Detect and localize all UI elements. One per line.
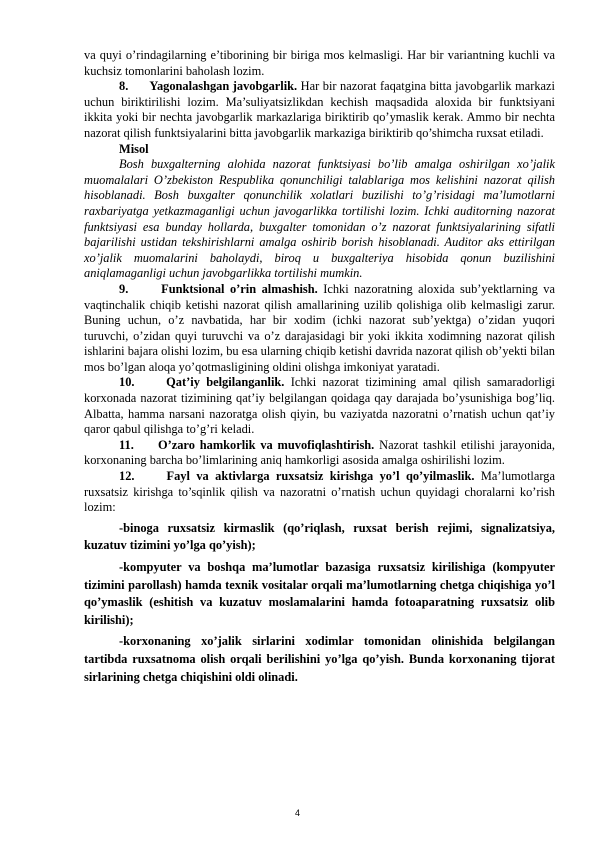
section-10 [84, 375, 555, 437]
section-10-title: Qat’iy belgilanganlik. [166, 375, 285, 390]
intro-paragraph: va quyi o’rindagilarning e’tiborining bir biriga mos kelmasligi. Har bir variantning kuchli va kuchsiz tomonlarini baholash lozim. [84, 48, 555, 78]
section-10-text: Ichki nazorat tizimining amal qilish samaradorligi korxonada nazorat tizimining qat’iy belgilangan qoidaga qay darajada bo’ysunishiga bog’liq. Albatta, hamma narsani nazoratga olish qiyin, bu vaziyatda nazoratni o’rnatish uchun qat’iy qaror qabul qilishga to’g’ri keladi. [84, 375, 555, 437]
section-9 [84, 282, 555, 376]
section-8-number: 8. [119, 79, 129, 94]
section-12-number: 12. [119, 469, 135, 484]
bullet-item: -binoga ruxsatsiz kirmaslik (qo’riqlash, ruxsat berish rejimi, signalizatsiya, kuzatuv tizimini yo’lga qo’yish); [84, 520, 555, 553]
bullet-item: -korxonaning xo’jalik sirlarini xodimlar tomonidan olinishida belgilangan tartibda ruxsatnoma olish orqali berilishini yo’lga qo’yish. Bunda korxonaning tijorat sirlarining chetga chiqishini oldi olinadi. [84, 634, 555, 684]
example-heading: Misol [119, 141, 149, 156]
section-11 [84, 438, 555, 469]
page-number: 4 [294, 808, 300, 818]
document-page [84, 48, 555, 686]
section-9-title: Funktsional o’rin almashish. [161, 281, 318, 296]
example-text: Bosh buxgalterning alohida nazorat funktsiyasi bo’lib amalga oshirilgan xo’jalik muomalalari O’zbekiston Respublika qonunchiligi talablariga mos kelishini nazorat qilish hisoblanadi. Bosh buxgalter qonunchilik xolatlari buzilishi to’g’risidagi ma’lumotlarni raxbariyatga yetkazmaganligi uchun javogarlikka tortilishi lozim. Ichki auditorning nazorat funktsiyasi esa bunday hollarda, buxgalter tomonidan o’z nazorat funktsiyalarining sifatli bajarilishi ustidan tekshirishlarni amalga oshirib borish hisoblanadi. Auditor aks ettirilgan xo’jalik muomalarini baholaydi, biroq u buxgalteriya hisobida qonun buzilishini aniqlamaganligi uchun javobgarlikka tortilishi mumkin. [84, 157, 555, 281]
section-10-number: 10. [119, 375, 135, 390]
section-12 [84, 469, 555, 516]
section-9-number: 9. [119, 281, 129, 296]
section-11-title: O’zaro hamkorlik va muvofiqlashtirish. [157, 437, 375, 452]
section-11-text: Nazorat tashkil etilishi jarayonida, korxonaning barcha bo’limlarining aniq hamkorligi asosida amalga oshirilishi lozim. [84, 437, 555, 468]
section-11-number: 11. [119, 437, 134, 452]
section-8-text: Har bir nazorat faqatgina bitta javobgarlik markazi uchun biriktirilishi lozim. Ma’suliyatsizlikdan kechish maqsadida aloxida bir funktsiyani ikkita yoki bir nechta javobgarlik markazlariga biriktirib qo’ymaslik kerak. Ammo bir nechta nazorat qilish funktsiyalarini bitta javobgarlik markaziga biriktirib qo’shimcha ruxsat etiladi. [84, 79, 555, 140]
section-9-text: Ichki nazoratning aloxida sub’yektlarning va vaqtinchalik chiqib ketishi nazorat qilish amallarining uzilib qolishiga olib kelmasligi zarur. Buning uchun, o’z navbatida, har bir xodim (ichki nazorat sub’yektga) o’zidan yuqori turuvchi, o’zidan quyi turuvchi va o’z darajasidagi bir yoki ikkita xodimning nazorat qilish ishlarini bajara olishi lozim, bu esa ularning chiqib ketishi davrida nazorat qilish ob’yekti bilan mos bo’lgan aloqa yo’qotmasligining oldini olishga imkoniyat yaratadi. [84, 281, 555, 374]
section-8 [84, 79, 555, 141]
section-12-text: Ma’lumotlarga ruxsatsiz kirishga to’sqinlik qilish va nazoratni o’rnatish uchun quyidagi choralarni ko’rish lozim: [84, 469, 555, 515]
section-12-title: Fayl va aktivlarga ruxsatsiz kirishga yo’l qo’yilmaslik. [166, 469, 475, 484]
section-8-title: Yagonalashgan javobgarlik. [149, 79, 298, 94]
bullet-item: -kompyuter va boshqa ma’lumotlar bazasiga ruxsatsiz kirilishiga (kompyuter tizimini parollash) hamda texnik vositalar orqali ma’lumotlarning chetga chiqishiga yo’l qo’ymaslik (eshitish va kuzatuv moslamalarini hamda fotoaparatning ruxsatsiz olib kirilishi); [84, 560, 555, 627]
